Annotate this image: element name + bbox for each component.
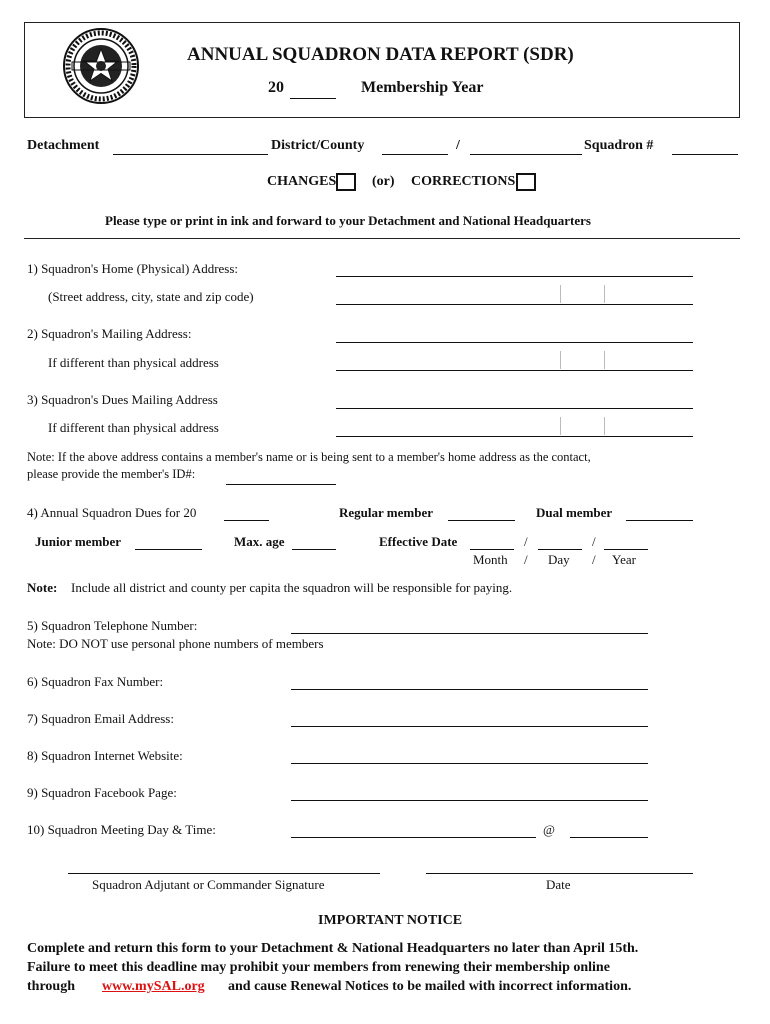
effective-date-label: Effective Date [379,534,458,549]
district-field[interactable] [382,154,448,155]
field-2-label: 2) Squadron's Mailing Address: [27,326,192,341]
field-8-label: 8) Squadron Internet Website: [27,748,183,763]
notice-line-1: Complete and return this form to your Detachment & National Headquarters no later than April 15th. [27,941,639,956]
facebook-field[interactable] [291,800,648,801]
field-3-label: 3) Squadron's Dues Mailing Address [27,392,218,407]
at-sign: @ [543,822,555,837]
detachment-field[interactable] [113,154,268,155]
district-label: District/County [271,138,365,153]
meeting-day-field[interactable] [291,837,536,838]
per-capita-note: Include all district and county per capita the squadron will be responsible for paying. [71,580,513,595]
field-2-line-a[interactable] [336,342,693,343]
day-caption: Day [548,552,570,567]
date-caption: Date [546,877,571,892]
junior-member-field[interactable] [135,549,202,550]
field-9-label: 9) Squadron Facebook Page: [27,785,177,800]
field-7-label: 7) Squadron Email Address: [27,711,174,726]
squadron-number-field[interactable] [672,154,738,155]
field-3-line-b[interactable] [336,436,693,437]
regular-member-field[interactable] [448,520,515,521]
field-6-label: 6) Squadron Fax Number: [27,674,164,689]
or-label: (or) [372,174,395,189]
district-slash: / [456,138,460,153]
field-5-label: 5) Squadron Telephone Number: [27,618,198,633]
field-3-divider-a [560,417,561,435]
signature-date-field[interactable] [426,873,693,874]
sons-of-legion-emblem-icon [62,27,140,105]
field-3-divider-b [604,417,605,435]
year-field[interactable] [290,98,336,99]
date-slash-2: / [592,534,596,549]
junior-member-label: Junior member [35,534,122,549]
dues-year-field[interactable] [224,520,269,521]
notice-line-3-end: and cause Renewal Notices to be mailed with incorrect information. [228,979,632,994]
year-caption: Year [612,552,636,567]
field-1-line-b[interactable] [336,304,693,305]
changes-checkbox[interactable] [336,173,356,191]
dual-member-field[interactable] [626,520,693,521]
field-1-line-a[interactable] [336,276,693,277]
month-caption: Month [473,552,508,567]
field-1-divider-a [560,285,561,303]
field-1-label: 1) Squadron's Home (Physical) Address: [27,261,239,276]
detachment-label: Detachment [27,138,100,153]
field-3-line-a[interactable] [336,408,693,409]
corrections-label: CORRECTIONS [411,174,516,189]
field-2-divider-b [604,351,605,369]
year-prefix: 20 [268,79,284,96]
member-id-field[interactable] [226,484,336,485]
notice-line-3-start: through [27,979,75,994]
field-2-divider-a [560,351,561,369]
mysal-link[interactable]: www.mySAL.org [102,979,205,994]
date-slash-1: / [524,534,528,549]
website-field[interactable] [291,763,648,764]
max-age-label: Max. age [234,534,285,549]
changes-label: CHANGES [267,174,337,189]
fax-field[interactable] [291,689,648,690]
squadron-number-label: Squadron # [584,138,654,153]
telephone-field[interactable] [291,633,648,634]
per-capita-note-label: Note: [27,580,58,595]
field-2-line-b[interactable] [336,370,693,371]
field-1-sub: (Street address, city, state and zip code) [48,289,254,304]
instruction-text: Please type or print in ink and forward to your Detachment and National Headquarters [105,213,591,228]
divider [24,238,740,239]
telephone-note: Note: DO NOT use personal phone numbers of members [27,636,324,651]
effective-year-field[interactable] [604,549,648,550]
effective-day-field[interactable] [538,549,582,550]
field-10-label: 10) Squadron Meeting Day & Time: [27,822,216,837]
effective-month-field[interactable] [470,549,514,550]
corrections-checkbox[interactable] [516,173,536,191]
field-1-divider-b [604,285,605,303]
date-slash-3: / [524,552,528,567]
dual-member-label: Dual member [536,505,613,520]
field-3-sub: If different than physical address [48,420,219,435]
address-note-id: please provide the member's ID#: [27,467,196,481]
email-field[interactable] [291,726,648,727]
year-label: Membership Year [361,79,484,96]
meeting-time-field[interactable] [570,837,648,838]
regular-member-label: Regular member [339,505,433,520]
date-slash-4: / [592,552,596,567]
max-age-field[interactable] [292,549,336,550]
form-title: ANNUAL SQUADRON DATA REPORT (SDR) [187,44,574,65]
notice-line-2: Failure to meet this deadline may prohibit your members from renewing their membership online [27,960,610,975]
signature-field[interactable] [68,873,380,874]
field-2-sub: If different than physical address [48,355,219,370]
county-field[interactable] [470,154,582,155]
field-4-label: 4) Annual Squadron Dues for 20 [27,505,197,520]
signature-caption: Squadron Adjutant or Commander Signature [92,877,325,892]
notice-title: IMPORTANT NOTICE [318,913,463,928]
address-note: Note: If the above address contains a member's name or is being sent to a member's home address as the contact, [27,450,591,464]
